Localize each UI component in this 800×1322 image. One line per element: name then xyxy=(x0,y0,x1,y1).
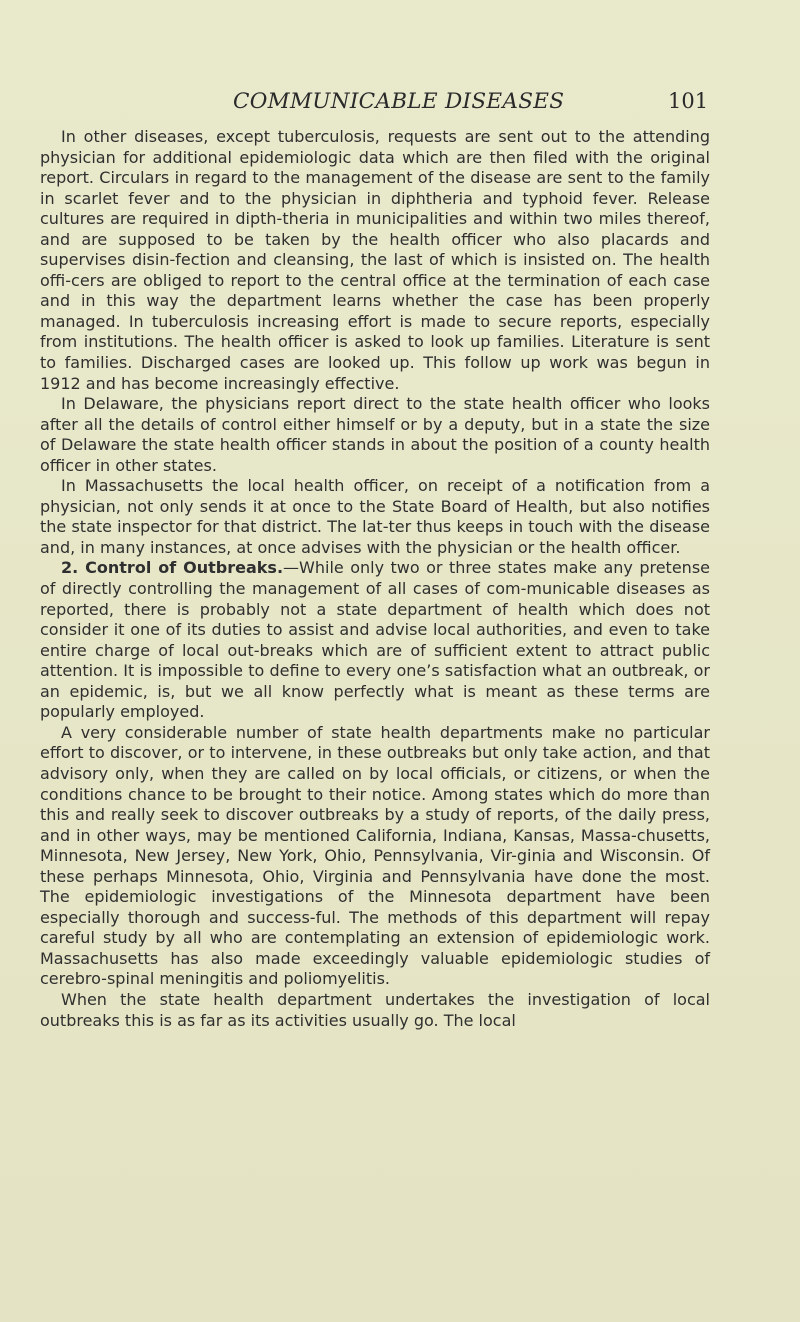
paragraph-text: —While only two or three states make any pretense of directly controlling the management of all cases of com-municable diseases as reported, there is probably not a state department of health which does not consider it one of its duties to assist and advise local authorities, and even to take entire charge of local out-breaks which are of sufficient extent to attract public attention. It is impossible to define to every one’s satisfaction what an outbreak, or an epidemic, is, but we all know perfectly what is meant as these terms are popularly employed. xyxy=(40,558,710,722)
paragraph: In Delaware, the physicians report direct to the state health officer who looks after all the details of control either himself or by a deputy, but in a state the size of Delaware the state health officer stands in about the position of a county health officer in other states. xyxy=(40,394,710,475)
paragraph: A very considerable number of state health departments make no particular effort to discover, or to intervene, in these outbreaks but only take action, and that advisory only, when they are called on by local officials, or citizens, or when the conditions chance to be brought to their notice. Among states which do more than this and really seek to discover outbreaks by a study of reports, of the daily press, and in other ways, may be mentioned California, Indiana, Kansas, Massa-chusetts, Minnesota, New Jersey, New York, Ohio, Pennsylvania, Vir-ginia and Wisconsin. Of these perhaps Minnesota, Ohio, Virginia and Pennsylvania have done the most. The epidemiologic investigations of the Minnesota department have been especially thorough and success-ful. The methods of this department will repay careful study by all who are contemplating an extension of epidemiologic work. Massachusetts has also made exceedingly valuable epidemiologic studies of cerebro-spinal meningitis and poliomyelitis. xyxy=(40,722,710,989)
body-text xyxy=(40,127,710,1031)
page-header xyxy=(0,89,800,119)
paragraph xyxy=(40,558,710,722)
paragraph: In Massachusetts the local health officer, on receipt of a notification from a physician, not only sends it at once to the State Board of Health, but also notifies the state inspector for that district. The lat-ter thus keeps in touch with the disease and, in many instances, at once advises with the physician or the health officer. xyxy=(40,476,710,557)
running-title: COMMUNICABLE DISEASES xyxy=(233,89,565,114)
paragraph: In other diseases, except tuberculosis, requests are sent out to the attending physician for additional epidemiologic data which are then filed with the original report. Circulars in regard to the management of the disease are sent to the family in scarlet fever and to the physician in diphtheria and typhoid fever. Release cultures are required in dipth-theria in municipalities and within two miles thereof, and are supposed to be taken by the health officer who also placards and supervises disin-fection and cleansing, the last of which is insisted on. The health offi-cers are obliged to report to the central office at the termination of each case and in this way the department learns whether the case has been properly managed. In tuberculosis increasing effort is made to secure reports, especially from institutions. The health officer is asked to look up families. Literature is sent to families. Discharged cases are looked up. This follow up work was begun in 1912 and has become increasingly effective. xyxy=(40,127,710,393)
page-number: 101 xyxy=(668,89,709,113)
section-heading: 2. Control of Outbreaks. xyxy=(61,558,284,578)
paragraph: When the state health department undertakes the investigation of local outbreaks this is as far as its activities usually go. The local xyxy=(40,989,710,1030)
